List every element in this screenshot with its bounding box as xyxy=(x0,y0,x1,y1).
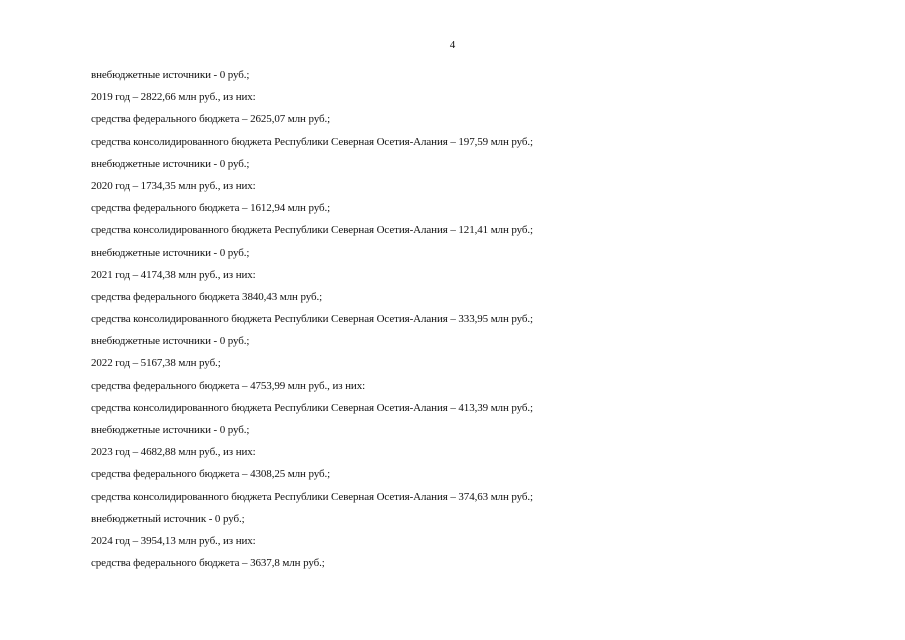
text-line: внебюджетные источники - 0 руб.; xyxy=(91,246,250,259)
text-line: средства федерального бюджета – 4753,99 млн руб., из них: xyxy=(91,379,366,392)
text-line: средства консолидированного бюджета Республики Северная Осетия-Алания – 197,59 млн руб.; xyxy=(91,135,533,148)
text-line: внебюджетные источники - 0 руб.; xyxy=(91,69,250,81)
text-line: средства федерального бюджета – 1612,94 млн руб.; xyxy=(91,202,331,215)
text-line: 2021 год – 4174,38 млн руб., из них: xyxy=(91,268,256,281)
text-line: 2023 год – 4682,88 млн руб., из них: xyxy=(91,446,256,459)
text-line: средства консолидированного бюджета Республики Северная Осетия-Алания – 374,63 млн руб.; xyxy=(91,490,533,503)
text-line: 2019 год – 2822,66 млн руб., из них: xyxy=(91,91,256,104)
text-line: средства федерального бюджета – 3637,8 млн руб.; xyxy=(91,557,325,570)
text-line: средства федерального бюджета – 4308,25 млн руб.; xyxy=(91,468,331,481)
text-line: 2024 год – 3954,13 млн руб., из них: xyxy=(91,534,256,547)
text-line: 2020 год – 1734,35 млн руб., из них: xyxy=(91,179,256,192)
text-line: средства федерального бюджета 3840,43 млн руб.; xyxy=(91,290,323,303)
text-line: средства федерального бюджета – 2625,07 млн руб.; xyxy=(91,113,331,126)
text-line: внебюджетные источники - 0 руб.; xyxy=(91,335,250,348)
page-number: 4 xyxy=(449,39,456,51)
funding-text-block xyxy=(91,68,533,578)
text-line: средства консолидированного бюджета Республики Северная Осетия-Алания – 413,39 млн руб.; xyxy=(91,401,533,414)
text-line: внебюджетный источник - 0 руб.; xyxy=(91,512,245,525)
text-line: средства консолидированного бюджета Республики Северная Осетия-Алания – 121,41 млн руб.; xyxy=(91,224,533,237)
text-line: внебюджетные источники - 0 руб.; xyxy=(91,424,250,436)
text-line: внебюджетные источники - 0 руб.; xyxy=(91,157,250,170)
text-line: 2022 год – 5167,38 млн руб.; xyxy=(91,357,221,370)
text-line: средства консолидированного бюджета Республики Северная Осетия-Алания – 333,95 млн руб.; xyxy=(91,313,533,326)
